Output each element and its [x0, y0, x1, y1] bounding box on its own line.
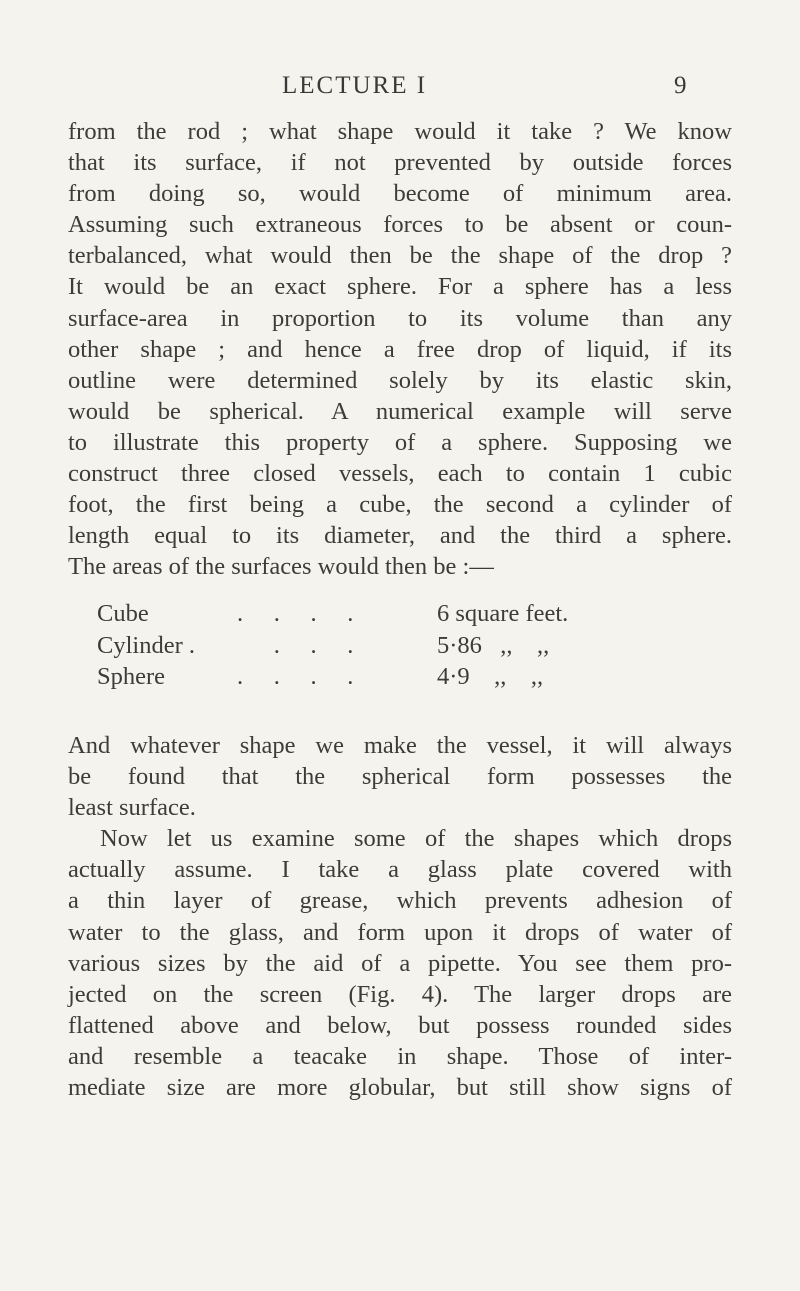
text-line: flattened above and below, but possess rounded sides [68, 1011, 732, 1039]
text-line: It would be an exact sphere. For a sphere has a less [68, 273, 732, 301]
shape-name: Sphere [97, 663, 166, 690]
text-line: from the rod ; what shape would it take ? We know [68, 118, 732, 145]
text-line: water to the glass, and form upon it drops of water of [68, 918, 732, 946]
leader-dots: . . . [237, 631, 354, 659]
surface-value: 6 square feet. [437, 600, 569, 627]
surface-value: 5·86 ,, ,, [437, 631, 550, 659]
page-number: 9 [674, 72, 687, 99]
running-head-title: LECTURE I [282, 72, 428, 99]
text-line: from doing so, would become of minimum area. [68, 180, 732, 208]
surface-value: 4·9 ,, ,, [437, 663, 544, 690]
text-line: actually assume. I take a glass plate covered with [68, 856, 732, 884]
text-line: foot, the first being a cube, the second a cylinder of [68, 491, 732, 519]
text-line: to illustrate this property of a sphere. Supposing we [68, 428, 732, 456]
text-line: a thin layer of grease, which prevents adhesion of [68, 887, 732, 915]
text-line: other shape ; and hence a free drop of liquid, if its [68, 335, 732, 363]
text-line: and resemble a teacake in shape. Those of inter- [68, 1042, 732, 1070]
text-line: that its surface, if not prevented by outside forces [68, 149, 732, 177]
text-line: surface-area in proportion to its volume than any [68, 304, 732, 332]
text-line: length equal to its diameter, and the third a sphere. [68, 522, 732, 550]
text-line: The areas of the surfaces would then be :— [68, 553, 494, 581]
paragraph-1 [68, 116, 732, 582]
text-line: construct three closed vessels, each to contain 1 cubic [68, 460, 732, 488]
running-head [0, 72, 800, 106]
text-line: mediate size are more globular, but still show signs of [68, 1074, 732, 1102]
text-line: least surface. [68, 794, 196, 822]
table-row [97, 661, 657, 693]
table-row [97, 598, 657, 630]
text-line: would be spherical. A numerical example will serve [68, 397, 732, 425]
text-line: terbalanced, what would then be the shape of the drop ? [68, 242, 732, 270]
leader-dots: . . . . [237, 663, 354, 690]
text-line: And whatever shape we make the vessel, it will always [68, 732, 732, 759]
text-line: Assuming such extraneous forces to be absent or coun- [68, 211, 732, 239]
text-line: outline were determined solely by its elastic skin, [68, 366, 732, 394]
shape-name: Cube [97, 600, 149, 627]
text-line: various sizes by the aid of a pipette. You see them pro- [68, 949, 732, 977]
shape-name: Cylinder . [97, 631, 195, 659]
paragraph-2-3 [68, 730, 732, 1103]
table-row [97, 630, 657, 662]
text-line: Now let us examine some of the shapes which drops [100, 825, 732, 853]
text-line: be found that the spherical form possesses the [68, 763, 732, 791]
surface-area-table [97, 598, 657, 693]
text-line: jected on the screen (Fig. 4). The larger drops are [68, 980, 732, 1008]
leader-dots: . . . . [237, 600, 354, 627]
